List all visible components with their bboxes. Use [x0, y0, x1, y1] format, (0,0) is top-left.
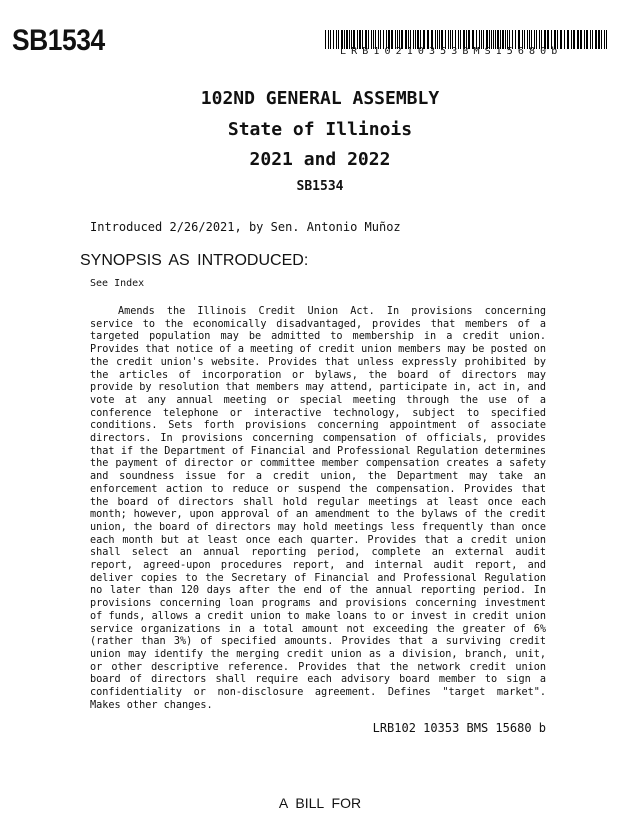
synopsis-heading: SYNOPSIS AS INTRODUCED:: [80, 252, 309, 269]
assembly-title: 102ND GENERAL ASSEMBLY: [200, 88, 440, 109]
bill-number: SB1534: [296, 179, 344, 194]
state-title: State of Illinois: [227, 119, 413, 140]
bill-id: SB1534: [12, 24, 105, 57]
synopsis-text: Amends the Illinois Credit Union Act. In provisions concerning service to the economically disadvantaged, provides that members of a targeted population may be admitted to membership in a credit union. Provides that notice of a meeting of credit union members may be posted on the credit union's website. Provides that unless expressly prohibited by the articles of incorporation or bylaws, the board of directors may provide by resolution that members may attend, participate in, act in, and vote at any annual meeting or special meeting through the use of a conference telephone or interactive technology, subject to specified conditions. Sets forth provisions concerning appointment of associate directors. In provisions concerning compensation of officials, provides that if the Department of Financial and Professional Regulation determines the payment of director or committee member compensation creates a safety and soundness issue for a credit union, the Department may take an enforcement action to reduce or suspend the compensation. Provides that the board of directors shall hold regular meetings at least once each month; however, upon approval of an amendment to the bylaws of the credit union, the board of directors may hold meetings less frequently than once each month but at least once each quarter. Provides that a credit union shall select an annual reporting period, complete an external audit report, agreed-upon procedures report, and internal audit report, and deliver copies to the Secretary of Financial and Professional Regulation no later than 120 days after the end of the annual reporting period. In provisions concerning loan programs and provisions concerning investment of funds, allows a credit union to make loans to or invest in credit union service organizations in a total amount not exceeding the greater of 6% (rather than 3%) of specified amounts. Provides that a surviving credit union may identify the merging credit union as a division, branch, unit, or other descriptive reference. Provides that the network credit union board of directors shall require each advisory board member to sign a confidentiality or non-disclosure agreement. Defines "target market". Makes other changes.: [90, 306, 546, 711]
introduced-line: Introduced 2/26/2021, by Sen. Antonio Muñoz: [90, 220, 401, 234]
session-years: 2021 and 2022: [249, 149, 391, 170]
barcode-text: LRB10210353BMS15680b: [340, 46, 563, 57]
lrb-reference: LRB102 10353 BMS 15680 b: [372, 721, 546, 735]
a-bill-for: A BILL FOR: [278, 795, 362, 811]
see-index: See Index: [90, 278, 145, 289]
